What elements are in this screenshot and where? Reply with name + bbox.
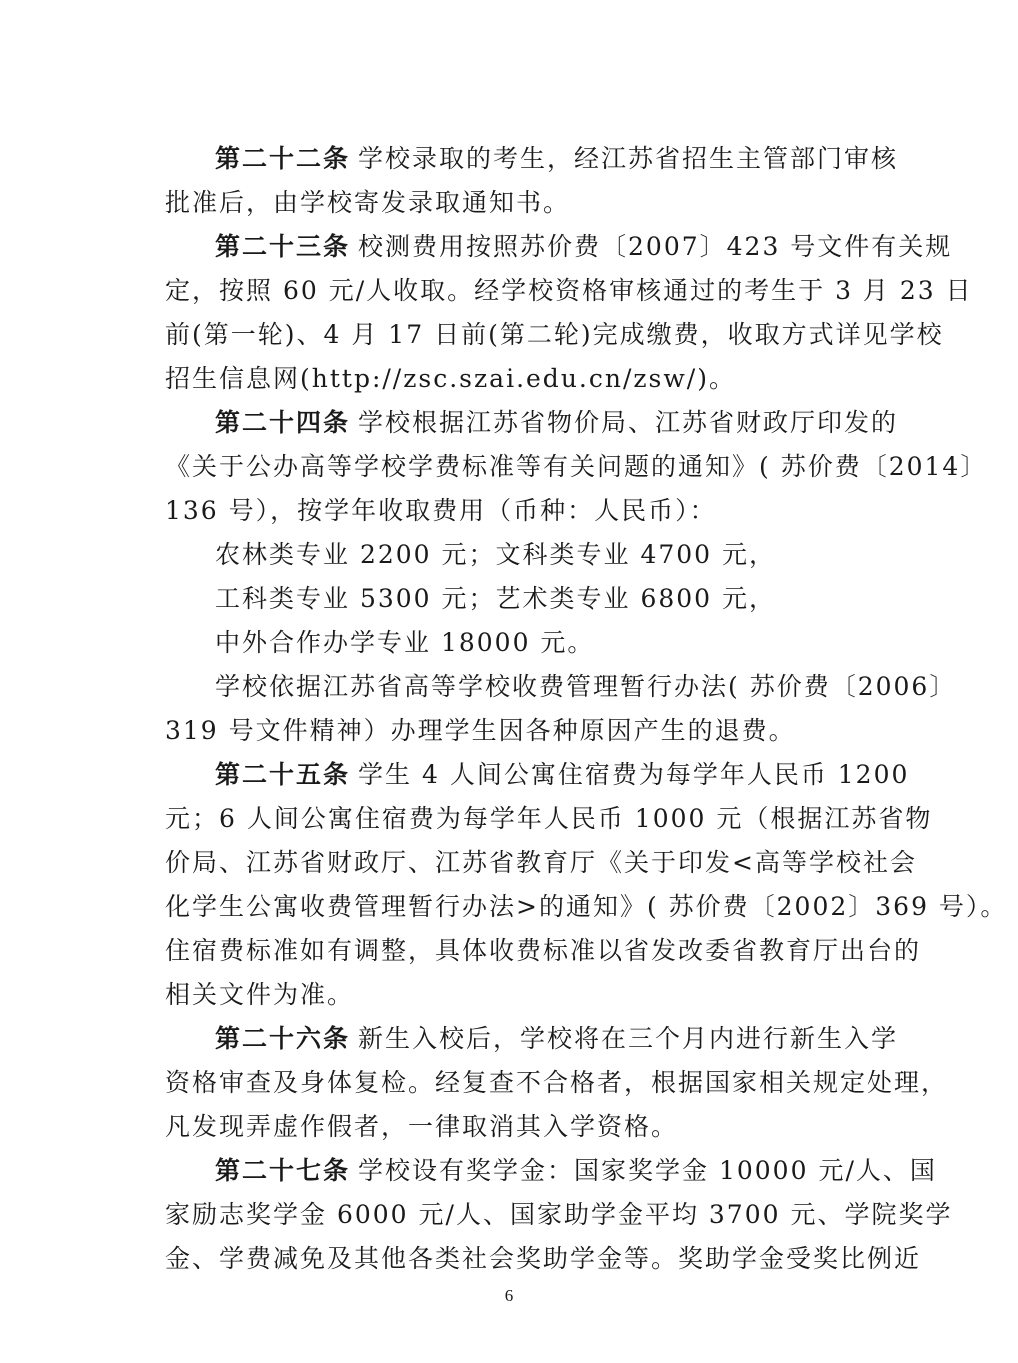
article-heading: 第二十七条 [215,1156,351,1185]
article-text: 学校设有奖学金：国家奖学金 10000 元/人、国 [358,1156,937,1185]
article-text: 学校录取的考生，经江苏省招生主管部门审核 [358,144,899,173]
article-heading: 第二十四条 [215,408,351,437]
article-23-line-4: 招生信息网(http://zsc.szai.edu.cn/zsw/)。 [165,364,736,393]
article-24-line-3: 136 号），按学年收取费用（币种：人民币）： [165,496,717,525]
refund-line-1: 学校依据江苏省高等学校收费管理暂行办法( 苏价费〔2006〕 [215,672,957,701]
article-26-line-3: 凡发现弄虚作假者，一律取消其入学资格。 [165,1112,679,1141]
article-25-line-2: 元；6 人间公寓住宿费为每学年人民币 1000 元（根据江苏省物 [165,804,933,833]
article-23-line-2: 定，按照 60 元/人收取。经学校资格审核通过的考生于 3 月 23 日 [165,276,973,305]
article-25-line-5: 住宿费标准如有调整，具体收费标准以省发改委省教育厅出台的 [165,936,922,965]
article-text: 学校根据江苏省物价局、江苏省财政厅印发的 [358,408,899,437]
article-24-line-1 [215,401,898,445]
fee-eng-art: 工科类专业 5300 元；艺术类专业 6800 元， [215,584,777,613]
article-27-line-2: 家励志奖学金 6000 元/人、国家助学金平均 3700 元、学院奖学 [165,1200,953,1229]
article-27-line-3: 金、学费减免及其他各类社会奖助学金等。奖助学金受奖比例近 [165,1244,922,1273]
article-text: 校测费用按照苏价费〔2007〕423 号文件有关规 [358,232,953,261]
article-26-line-1 [215,1017,898,1061]
article-23-line-1 [215,225,952,269]
refund-line-2: 319 号文件精神）办理学生因各种原因产生的退费。 [165,716,796,745]
article-text: 新生入校后，学校将在三个月内进行新生入学 [358,1024,899,1053]
page-number: 6 [504,1286,514,1305]
article-27-line-1 [215,1149,937,1193]
fee-agri-arts: 农林类专业 2200 元；文科类专业 4700 元， [215,540,777,569]
article-22-line-1 [215,137,898,181]
article-25-line-1 [215,753,909,797]
article-25-line-3: 价局、江苏省财政厅、江苏省教育厅《关于印发<高等学校社会 [165,848,917,877]
article-25-line-6: 相关文件为准。 [165,980,355,1009]
fee-joint: 中外合作办学专业 18000 元。 [215,628,595,657]
article-heading: 第二十三条 [215,232,351,261]
article-heading: 第二十二条 [215,144,351,173]
article-25-line-4: 化学生公寓收费管理暂行办法>的通知》( 苏价费〔2002〕369 号）。 [165,892,1008,921]
article-26-line-2: 资格审查及身体复检。经复查不合格者，根据国家相关规定处理， [165,1068,949,1097]
article-heading: 第二十六条 [215,1024,351,1053]
article-22-line-2: 批准后，由学校寄发录取通知书。 [165,188,571,217]
article-24-line-2: 《关于公办高等学校学费标准等有关问题的通知》( 苏价费〔2014〕 [165,452,988,481]
article-heading: 第二十五条 [215,760,351,789]
article-text: 学生 4 人间公寓住宿费为每学年人民币 1200 [358,760,910,789]
article-23-line-3: 前(第一轮)、4 月 17 日前(第二轮)完成缴费，收取方式详见学校 [165,320,944,349]
